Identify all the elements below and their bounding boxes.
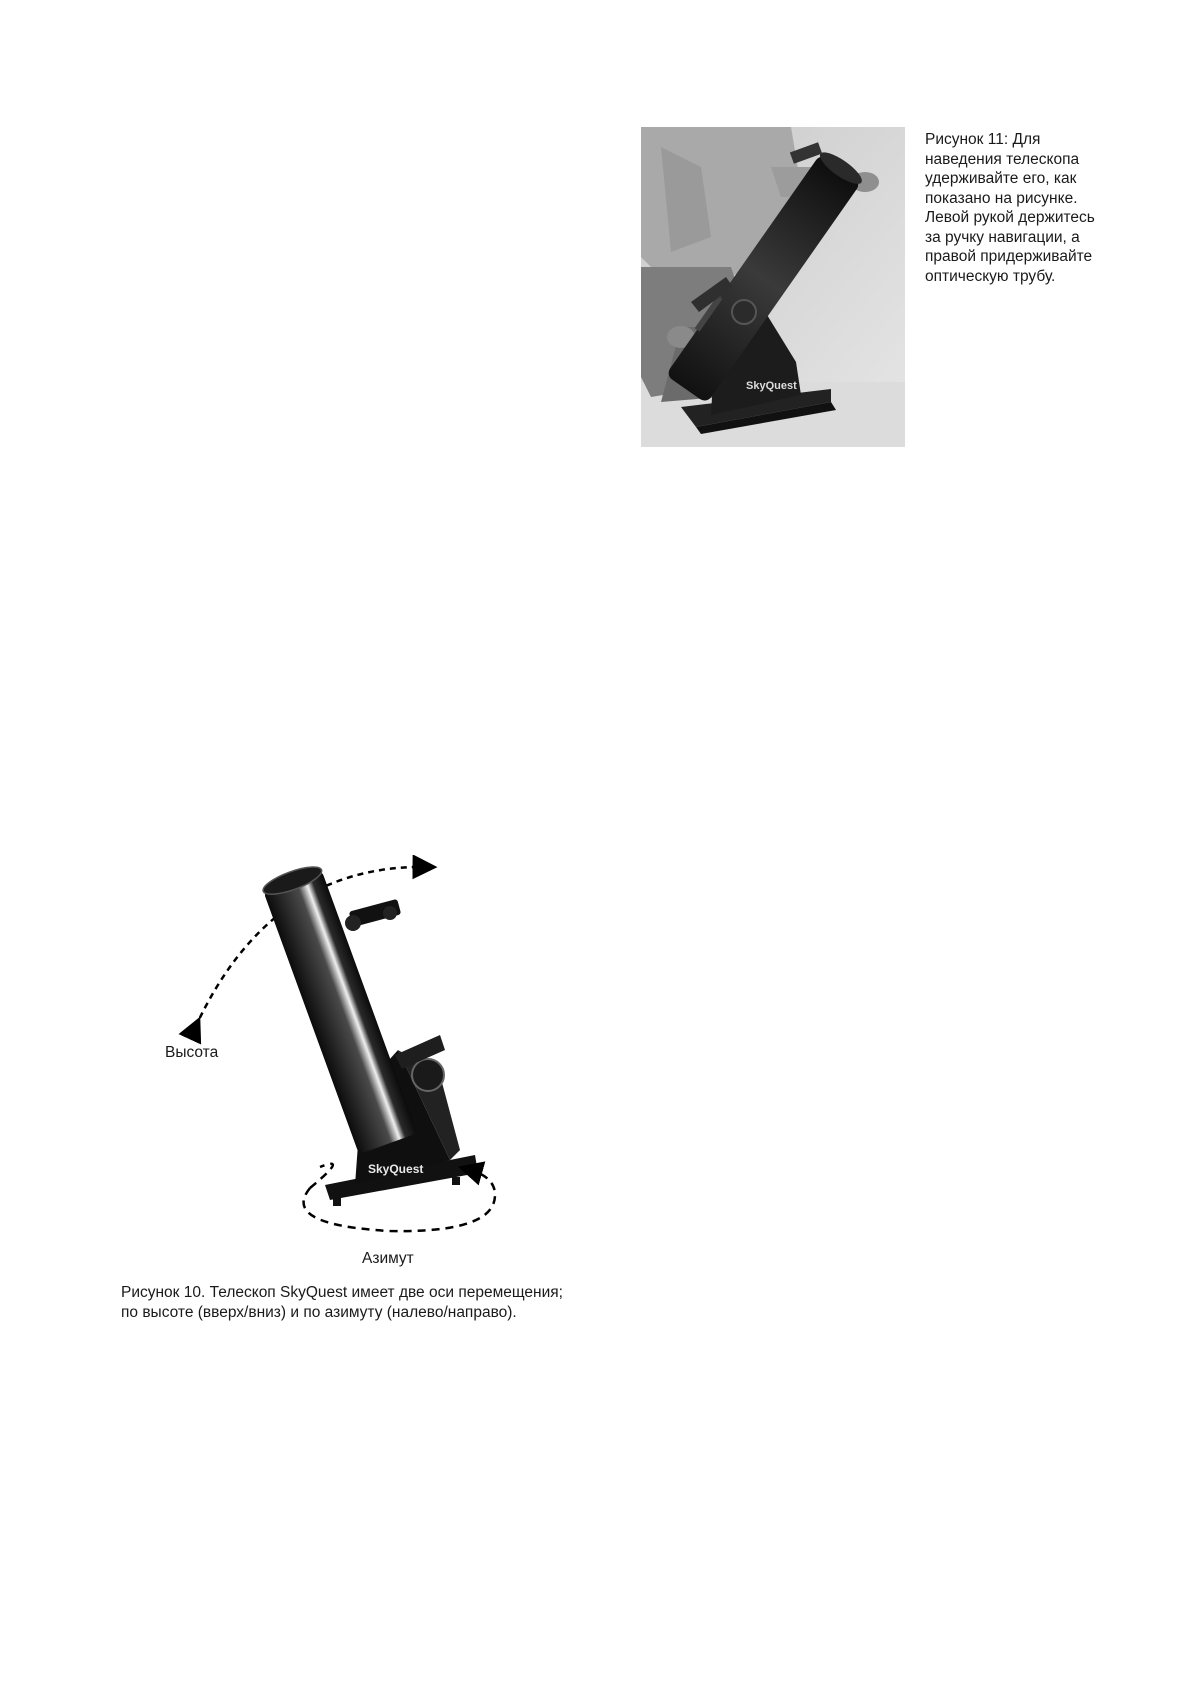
photo-skyquest-logo: SkyQuest [746, 380, 797, 392]
telescope-handling-photo [641, 127, 905, 447]
azimuth-label: Азимут [362, 1250, 414, 1267]
figure-10-caption: Рисунок 10. Телескоп SkyQuest имеет две оси перемещения; по высоте (вверх/вниз) и по азимуту (налево/направо). [121, 1284, 563, 1321]
base-skyquest-logo: SkyQuest [368, 1162, 424, 1176]
figure-11-caption: Рисунок 11: Для наведения телескопа удерживайте его, как показано на рисунке. Левой рукой держитесь за ручку навигации, а правой придерживайте оптическую трубу. [925, 131, 1095, 285]
telescope-axes-drawing [140, 855, 540, 1275]
altitude-label: Высота [165, 1044, 219, 1061]
